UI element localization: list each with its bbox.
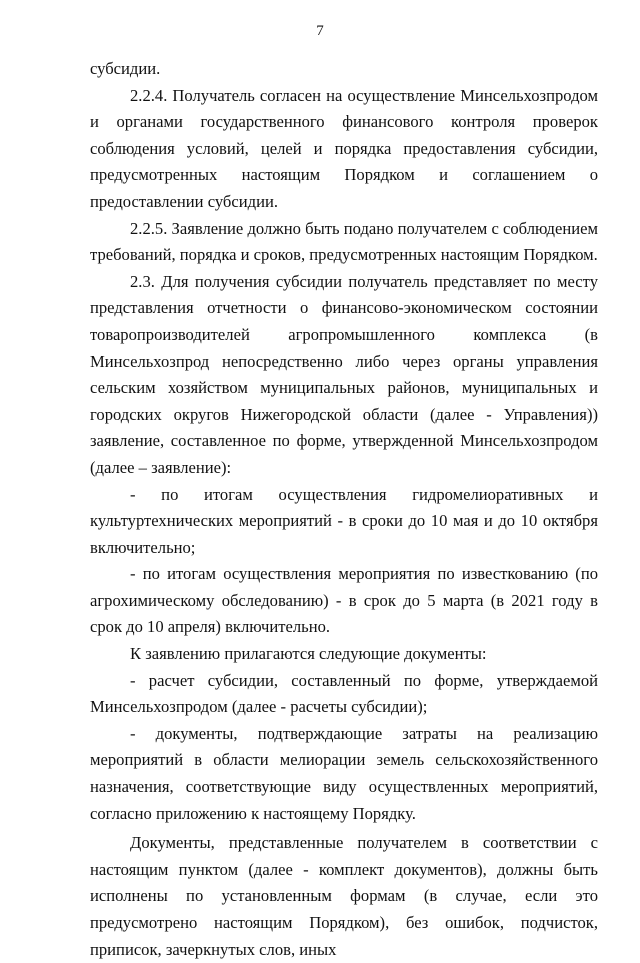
paragraph-attached-documents-intro: К заявлению прилагаются следующие документы: [130, 644, 487, 664]
document-body [90, 56, 598, 963]
page-number: 7 [316, 23, 324, 39]
paragraph-continuation: субсидии. [90, 59, 161, 78]
paragraph-document-requirements: Документы, представленные получателем в соответствии с настоящим пунктом (далее - комплект документов), должны быть исполнены по установленным формам (в случае, если это предусмотрено настоящим Порядком), без ошибок, подчисток, приписок, зачеркнутых слов, иных [90, 833, 598, 959]
list-item-liming-deadline: - по итогам осуществления мероприятия по известкованию (по агрохимическому обследованию) - в срок до 5 марта (в 2021 году в срок до 10 апреля) включительно. [90, 564, 598, 637]
paragraph-2-2-4: 2.2.4. Получатель согласен на осуществление Минсельхозпродом и органами государственного финансового контроля проверок соблюдения условий, целей и порядка предоставления субсидии, предусмотренных настоящим Порядком и соглашением о предоставлении субсидии. [90, 85, 598, 211]
list-item-cost-documents: - документы, подтверждающие затраты на реализацию мероприятий в области мелиорации земель сельскохозяйственного назначения, соответствующие виду осуществленных мероприятий, согласно приложению к настоящему Порядку. [90, 723, 598, 823]
list-item-subsidy-calculation: - расчет субсидии, составленный по форме, утверждаемой Минсельхозпродом (далее - расчеты субсидии); [90, 670, 598, 717]
paragraph-2-2-5: 2.2.5. Заявление должно быть подано получателем с соблюдением требований, порядка и сроков, предусмотренных настоящим Порядком. [90, 218, 598, 265]
paragraph-2-3: 2.3. Для получения субсидии получатель представляет по месту представления отчетности о финансово-экономическом состоянии товаропроизводителей агропромышленного комплекса (в Минсельхозпрод непосредственно либо через органы управления сельским хозяйством муниципальных районов, муниципальных и городских округов Нижегородской области (далее - Управления)) заявление, составленное по форме, утвержденной Минсельхозпродом (далее – заявление): [90, 271, 598, 477]
list-item-hydromelioration-deadline: - по итогам осуществления гидромелиоративных и культуртехнических мероприятий - в сроки до 10 мая и до 10 октября включительно; [90, 484, 598, 557]
